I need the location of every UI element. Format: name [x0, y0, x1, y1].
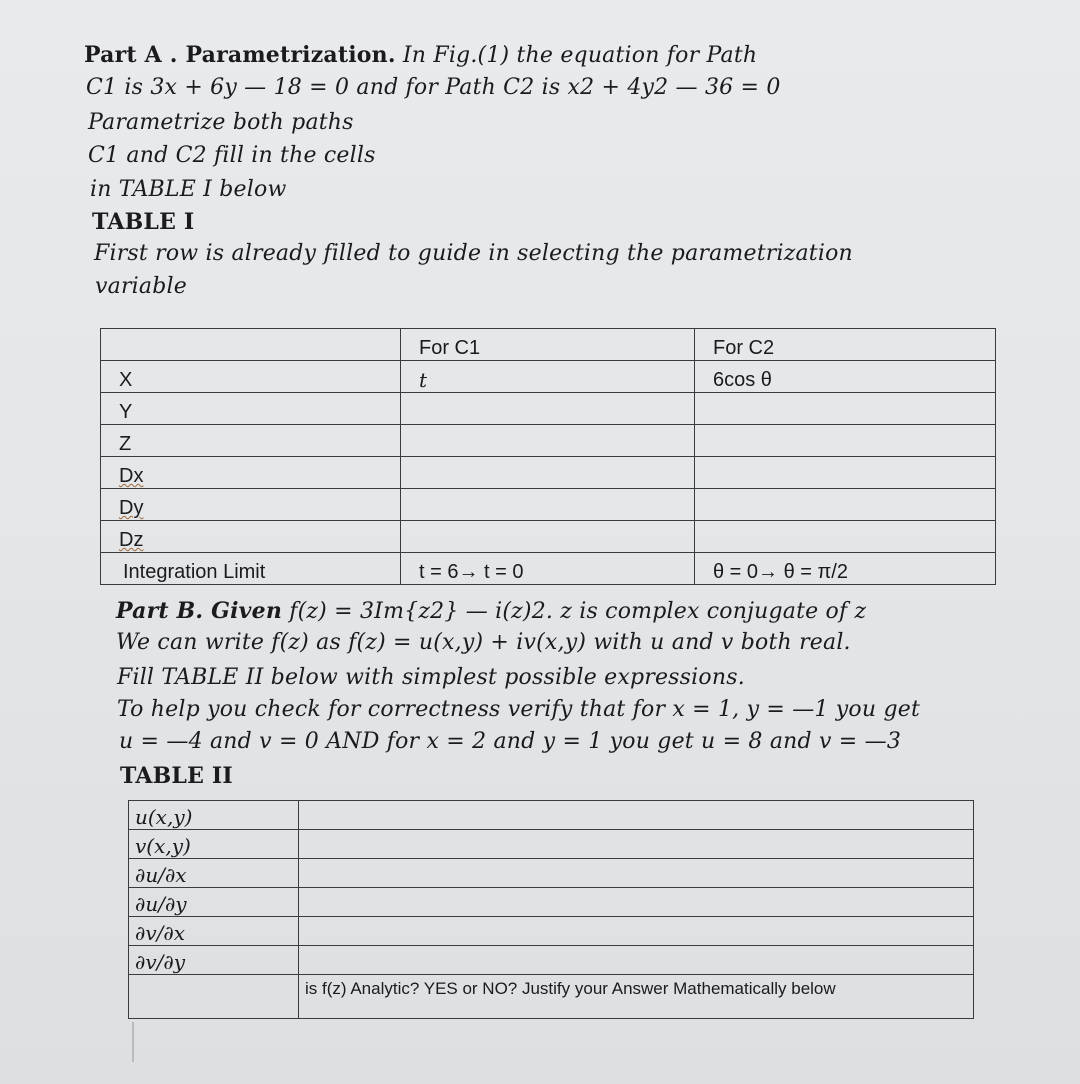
table-row [101, 393, 996, 425]
table-row [101, 489, 996, 521]
row-label-z: Z [101, 425, 401, 457]
cell-du-dy[interactable] [299, 888, 974, 917]
cell-z-c2[interactable] [695, 425, 996, 457]
part-a-instruction-3: in TABLE I below [90, 177, 287, 202]
row-label-du-dx: ∂u/∂x [129, 859, 299, 888]
cell-dx-c1[interactable] [401, 457, 695, 489]
page-edge-shadow [132, 1022, 134, 1062]
table-row [101, 361, 996, 393]
table-row [101, 457, 996, 489]
cell-y-c2[interactable] [695, 393, 996, 425]
part-a-heading [84, 42, 757, 68]
cell-dv-dx[interactable] [299, 917, 974, 946]
cell-y-c1[interactable] [401, 393, 695, 425]
cell-dz-c2[interactable] [695, 521, 996, 553]
cell-du-dx[interactable] [299, 859, 974, 888]
row-label-dy [101, 489, 401, 521]
part-b-line-4: To help you check for correctness verify that for x = 1, y = —1 you get [117, 697, 920, 722]
row-label-dz-text: Dz [119, 529, 144, 551]
part-b-line-5: u = —4 and v = 0 AND for x = 2 and y = 1 you get u = 8 and v = —3 [119, 729, 902, 754]
row-label-dv-dy: ∂v/∂y [129, 946, 299, 975]
cell-dz-c1[interactable] [401, 521, 695, 553]
part-b-heading [116, 598, 866, 624]
table-row [129, 946, 974, 975]
row-label-u: u(x,y) [129, 801, 299, 830]
part-b-label: Part B. Given [116, 598, 283, 624]
cell-limit-c2: θ = 0→ θ = π/2 [695, 553, 996, 585]
table-1-title: TABLE I [92, 209, 195, 235]
row-label-integration-limit: Integration Limit [101, 553, 401, 585]
row-label-dx-text: Dx [119, 465, 144, 487]
row-label-x: X [101, 361, 401, 393]
cell-dv-dy[interactable] [299, 946, 974, 975]
table-row [101, 329, 996, 361]
cell-dy-c2[interactable] [695, 489, 996, 521]
cell-limit-c1: t = 6→ t = 0 [401, 553, 695, 585]
table-row [129, 830, 974, 859]
table-row [129, 859, 974, 888]
table-row [129, 975, 974, 1019]
part-a-guide-1: First row is already filled to guide in selecting the parametrization [94, 241, 853, 266]
row-label-du-dy: ∂u/∂y [129, 888, 299, 917]
cell-z-c1[interactable] [401, 425, 695, 457]
row-label-dz [101, 521, 401, 553]
part-a-label: Part A . Parametrization. [84, 42, 396, 68]
table-2 [128, 800, 974, 1019]
cell-x-c1[interactable]: t [401, 361, 695, 393]
table-2-title: TABLE II [120, 763, 233, 789]
table-row [129, 888, 974, 917]
part-b-line-2: We can write f(z) as f(z) = u(x,y) + iv(x,y) with u and v both real. [116, 630, 851, 655]
part-a-equations: C1 is 3x + 6y — 18 = 0 and for Path C2 is x2 + 4y2 — 36 = 0 [86, 75, 781, 100]
cell-x-c2[interactable]: 6cos θ [695, 361, 996, 393]
row-label-y: Y [101, 393, 401, 425]
table-row [101, 553, 996, 585]
row-label-dx [101, 457, 401, 489]
part-a-guide-2: variable [95, 274, 187, 299]
table-1 [100, 328, 996, 585]
cell-u[interactable] [299, 801, 974, 830]
row-label-dv-dx: ∂v/∂x [129, 917, 299, 946]
part-a-instruction-1: Parametrize both paths [88, 110, 354, 135]
table-header-c2: For C2 [695, 329, 996, 361]
part-b-function: f(z) = 3Im{z2} — i(z)2. z is complex conjugate of z [289, 599, 867, 624]
part-a-intro: In Fig.(1) the equation for Path [402, 43, 758, 68]
part-a-instruction-2: C1 and C2 fill in the cells [88, 143, 376, 168]
cell-dy-c1[interactable] [401, 489, 695, 521]
cell-v[interactable] [299, 830, 974, 859]
analytic-question[interactable]: is f(z) Analytic? YES or NO? Justify your Answer Mathematically below [299, 975, 974, 1019]
table-header-c1: For C1 [401, 329, 695, 361]
table-row [129, 917, 974, 946]
row-label-v: v(x,y) [129, 830, 299, 859]
table-cell [101, 329, 401, 361]
part-b-line-3: Fill TABLE II below with simplest possible expressions. [117, 665, 745, 690]
cell-dx-c2[interactable] [695, 457, 996, 489]
table-row [101, 425, 996, 457]
table-row [101, 521, 996, 553]
row-label-dy-text: Dy [119, 497, 144, 519]
table-cell [129, 975, 299, 1019]
table-row [129, 801, 974, 830]
